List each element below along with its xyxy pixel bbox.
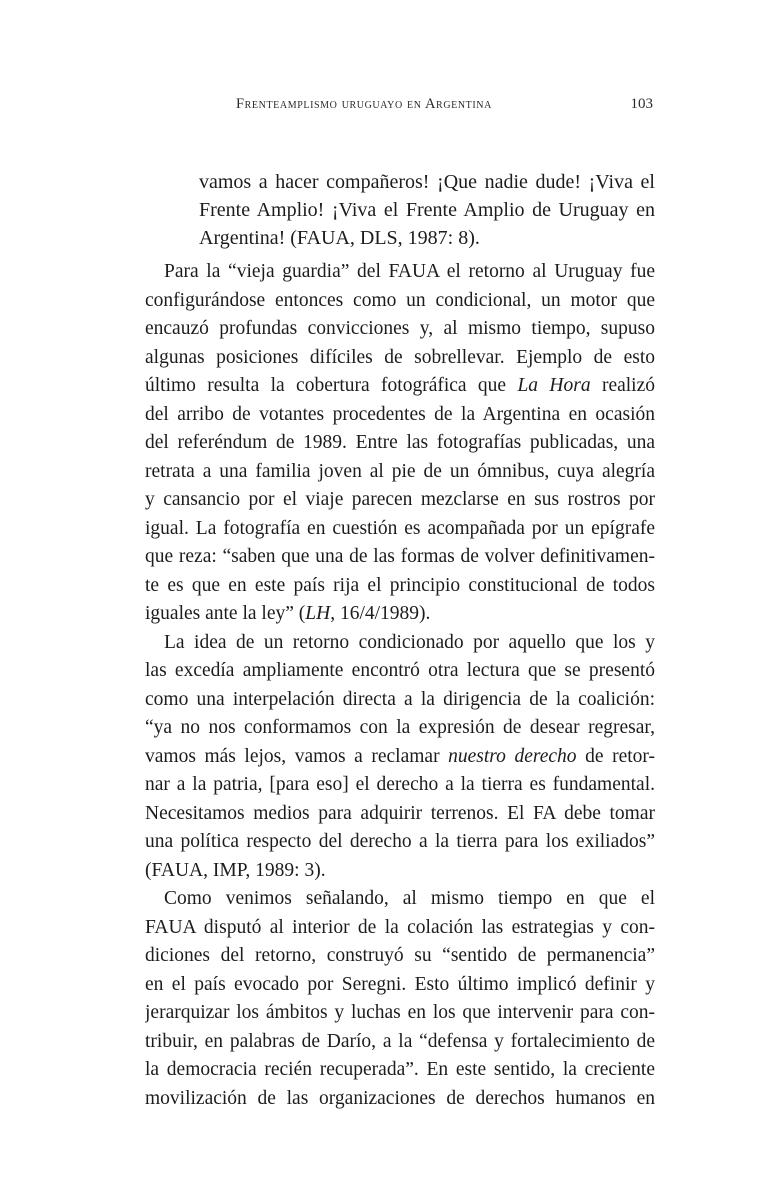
- running-head: Frenteamplismo uruguayo en Argentina: [236, 96, 492, 112]
- paragraph-1-line: [145, 600, 655, 629]
- paragraph-2-line: nar a la patria, [para eso] el derecho a la tierra es fundamental.: [145, 774, 655, 795]
- paragraph-3-line: en el país evocado por Seregni. Esto último implicó definir y: [145, 973, 655, 995]
- paragraph-1-line: encauzó profundas convicciones y, al mismo tiempo, supuso: [145, 318, 655, 339]
- paragraph-3-line: movilización de las organizaciones de derechos humanos en: [145, 1087, 655, 1109]
- text-segment: , 16/4/1989).: [330, 603, 431, 624]
- paragraph-1-line: del referéndum de 1989. Entre las fotografías publicadas, una: [145, 432, 655, 453]
- paragraph-2-line: las excedía ampliamente encontró otra lectura que se presentó: [145, 660, 655, 681]
- paragraph-2-line: La idea de un retorno condicionado por aquello que los y: [164, 631, 655, 653]
- paragraph-1-line: [145, 372, 655, 401]
- italic-title: La Hora: [517, 375, 591, 396]
- paragraph-1-line: y cansancio por el viaje parecen mezclarse en sus rostros por: [145, 489, 655, 510]
- paragraph-2-line: una política respecto del derecho a la tierra para los exiliados”: [145, 831, 655, 852]
- paragraph-1-line: Para la “vieja guardia” del FAUA el retorno al Uruguay fue: [164, 261, 655, 282]
- italic-emphasis: nuestro derecho: [448, 745, 577, 767]
- paragraph-3-line: FAUA disputó al interior de la colación las estrategias y con-: [145, 916, 655, 938]
- paragraph-2-line: como una interpelación directa a la dirigencia de la coalición:: [145, 688, 655, 710]
- paragraph-3-line: Como venimos señalando, al mismo tiempo en que el: [164, 888, 655, 909]
- block-quote: [199, 168, 655, 252]
- paragraph-3-line: la democracia recién recuperada”. En este sentido, la creciente: [145, 1059, 655, 1080]
- italic-abbreviation: LH: [305, 603, 331, 624]
- paragraph-3-line: diciones del retorno, construyó su “sentido de permanencia”: [145, 945, 655, 966]
- paragraph-1-line: configurándose entonces como un condicional, un motor que: [145, 289, 655, 311]
- text-segment: último resulta la cobertura fotográfica que: [145, 375, 518, 396]
- paragraph-1-line: algunas posiciones difíciles de sobrellevar. Ejemplo de esto: [145, 346, 655, 368]
- paragraph-1-line: te es que en este país rija el principio constitucional de todos: [145, 574, 655, 596]
- paragraph-3-line: jerarquizar los ámbitos y luchas en los que intervenir para con-: [145, 1002, 655, 1023]
- text-segment: vamos más lejos, vamos a reclamar: [145, 745, 449, 767]
- text-segment: realizó: [590, 375, 655, 396]
- paragraph-1-line: del arribo de votantes procedentes de la Argentina en ocasión: [145, 403, 655, 425]
- quote-line: Frente Amplio! ¡Viva el Frente Amplio de Uruguay en: [199, 199, 655, 221]
- page-number: 103: [630, 96, 653, 112]
- paragraph-1-line: que reza: “saben que una de las formas de volver definitivamen-: [145, 546, 655, 567]
- quote-line: Argentina! (FAUA, DLS, 1987: 8).: [199, 227, 480, 249]
- paragraph-2-line: [145, 743, 655, 772]
- paragraph-2-line: Necesitamos medios para adquirir terrenos. El FA debe tomar: [145, 802, 655, 824]
- paragraph-1-line: retrata a una familia joven al pie de un ómnibus, cuya alegría: [145, 460, 655, 482]
- text-segment: iguales ante la ley” (: [145, 603, 306, 624]
- body-text: [145, 258, 655, 1113]
- paragraph-1-line: igual. La fotografía en cuestión es acompañada por un epígrafe: [145, 517, 655, 539]
- quote-line: vamos a hacer compañeros! ¡Que nadie dude! ¡Viva el: [199, 171, 655, 193]
- paragraph-2-line: “ya no nos conformamos con la expresión de desear regresar,: [145, 717, 655, 738]
- paragraph-3-line: tribuir, en palabras de Darío, a la “defensa y fortalecimiento de: [145, 1030, 655, 1052]
- text-segment: de retor-: [576, 745, 655, 767]
- paragraph-2-line: (FAUA, IMP, 1989: 3).: [145, 859, 326, 881]
